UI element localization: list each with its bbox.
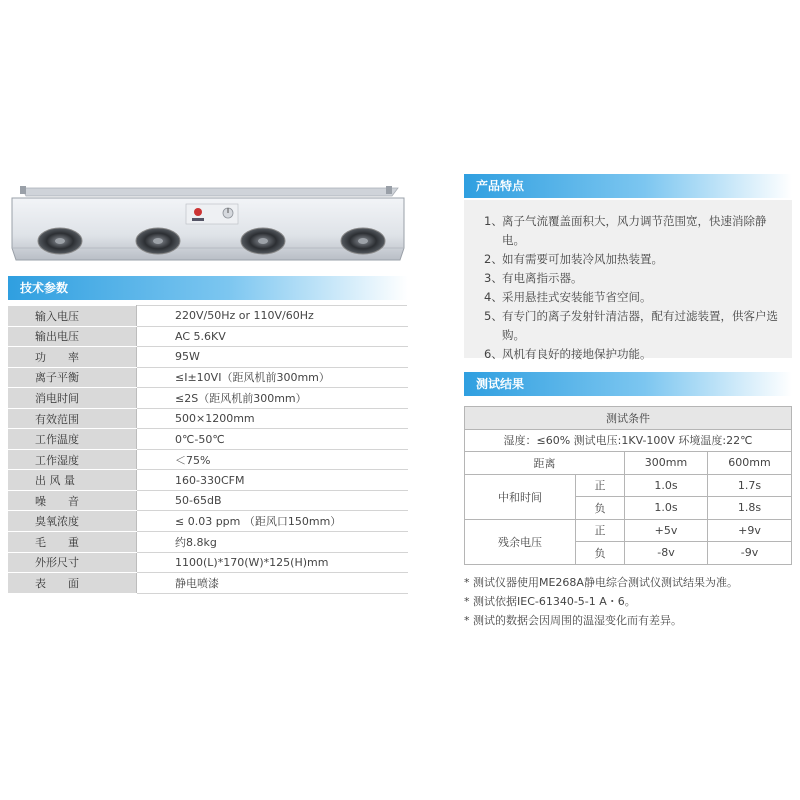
table-row	[9, 347, 408, 368]
list-item	[484, 345, 792, 364]
spec-section-header	[8, 276, 408, 300]
neutralize-neg-300: 1.0s	[625, 497, 708, 520]
spec-value: 0℃-50℃	[137, 429, 408, 450]
neutralize-pos-300: 1.0s	[625, 474, 708, 497]
table-row	[465, 407, 792, 430]
test-section-title: 测试结果	[476, 377, 525, 391]
feature-text: 风机有良好的接地保护功能。	[502, 347, 652, 361]
spec-label: 臭氧浓度	[9, 511, 137, 532]
feature-number: 5、	[484, 309, 503, 323]
note-line: * 测试的数据会因周围的温湿变化而有差异。	[464, 614, 682, 627]
spec-value: 静电喷漆	[137, 573, 408, 594]
feature-text: 如有需要可加装冷风加热装置。	[502, 252, 663, 266]
table-row	[9, 490, 408, 511]
test-notes	[464, 573, 794, 630]
list-item	[484, 269, 792, 288]
note-line: * 测试仪器使用ME268A静电综合测试仪测试结果为准。	[464, 576, 738, 589]
spec-value: 160-330CFM	[137, 470, 408, 491]
residual-neg-300: -8v	[625, 542, 708, 565]
feature-number: 1、	[484, 214, 503, 228]
test-results-table	[464, 406, 792, 565]
neutralize-negative-label: 负	[576, 497, 625, 520]
spec-value: ＜75%	[137, 449, 408, 470]
ion-blower-image	[8, 186, 408, 266]
spec-value: 1100(L)*170(W)*125(H)mm	[137, 552, 408, 573]
distance-300: 300mm	[625, 452, 708, 475]
table-row	[9, 573, 408, 594]
note-line: * 测试依据IEC-61340-5-1 A・6。	[464, 595, 636, 608]
spec-label: 输入电压	[9, 306, 137, 327]
spec-label: 出 风 量	[9, 470, 137, 491]
table-row	[9, 511, 408, 532]
residual-neg-600: -9v	[708, 542, 792, 565]
table-row	[465, 519, 792, 542]
spec-value: 500×1200mm	[137, 408, 408, 429]
spec-value: 220V/50Hz or 110V/60Hz	[137, 306, 408, 327]
features-section-header	[464, 174, 792, 198]
spec-label: 噪 音	[9, 490, 137, 511]
table-row	[9, 429, 408, 450]
distance-label: 距离	[465, 452, 625, 475]
table-row	[9, 388, 408, 409]
table-row	[9, 532, 408, 553]
table-row	[9, 552, 408, 573]
spec-label: 工作湿度	[9, 449, 137, 470]
list-item	[484, 288, 792, 307]
feature-number: 3、	[484, 271, 503, 285]
spec-label: 工作温度	[9, 429, 137, 450]
residual-positive-label: 正	[576, 519, 625, 542]
feature-number: 4、	[484, 290, 503, 304]
spec-value: 95W	[137, 347, 408, 368]
list-item	[484, 250, 792, 269]
spec-label: 输出电压	[9, 326, 137, 347]
feature-number: 2、	[484, 252, 503, 266]
feature-text: 采用悬挂式安装能节省空间。	[502, 290, 652, 304]
table-row	[465, 429, 792, 452]
spec-value: ≤I±10VI（距风机前300mm）	[137, 367, 408, 388]
spec-label: 表 面	[9, 573, 137, 594]
feature-number: 6、	[484, 347, 503, 361]
features-list	[464, 200, 792, 361]
table-row	[9, 306, 408, 327]
list-item	[484, 307, 792, 345]
conditions-text: 湿度：≤60% 测试电压:1KV-100V 环境温度:22℃	[465, 429, 792, 452]
residual-negative-label: 负	[576, 542, 625, 565]
features-section-title: 产品特点	[476, 179, 525, 193]
test-section-header	[464, 372, 792, 396]
table-row	[9, 367, 408, 388]
residual-pos-600: +9v	[708, 519, 792, 542]
spec-table	[8, 305, 408, 594]
residual-pos-300: +5v	[625, 519, 708, 542]
distance-600: 600mm	[708, 452, 792, 475]
table-row	[465, 474, 792, 497]
spec-label: 有效范围	[9, 408, 137, 429]
spec-value: AC 5.6KV	[137, 326, 408, 347]
spec-value: 50-65dB	[137, 490, 408, 511]
neutralize-positive-label: 正	[576, 474, 625, 497]
spec-value: ≤ 0.03 ppm （距风口150mm）	[137, 511, 408, 532]
neutralize-pos-600: 1.7s	[708, 474, 792, 497]
list-item	[484, 212, 792, 250]
neutralize-label: 中和时间	[465, 474, 576, 519]
feature-text: 有专门的离子发射针清洁器，配有过滤装置，供客户选购。	[502, 309, 778, 342]
spec-label: 毛 重	[9, 532, 137, 553]
spec-label: 外形尺寸	[9, 552, 137, 573]
table-row	[465, 452, 792, 475]
spec-label: 功 率	[9, 347, 137, 368]
table-row	[9, 326, 408, 347]
feature-text: 有电离指示器。	[502, 271, 583, 285]
table-row	[9, 470, 408, 491]
spec-value: ≤2S（距风机前300mm）	[137, 388, 408, 409]
spec-section-title: 技术参数	[20, 281, 69, 295]
feature-text: 离子气流覆盖面积大，风力调节范围宽，快速消除静电。	[502, 214, 767, 247]
table-row	[9, 408, 408, 429]
residual-label: 残余电压	[465, 519, 576, 564]
conditions-header: 测试条件	[465, 407, 792, 430]
spec-label: 消电时间	[9, 388, 137, 409]
neutralize-neg-600: 1.8s	[708, 497, 792, 520]
spec-value: 约8.8kg	[137, 532, 408, 553]
spec-label: 离子平衡	[9, 367, 137, 388]
table-row	[9, 449, 408, 470]
